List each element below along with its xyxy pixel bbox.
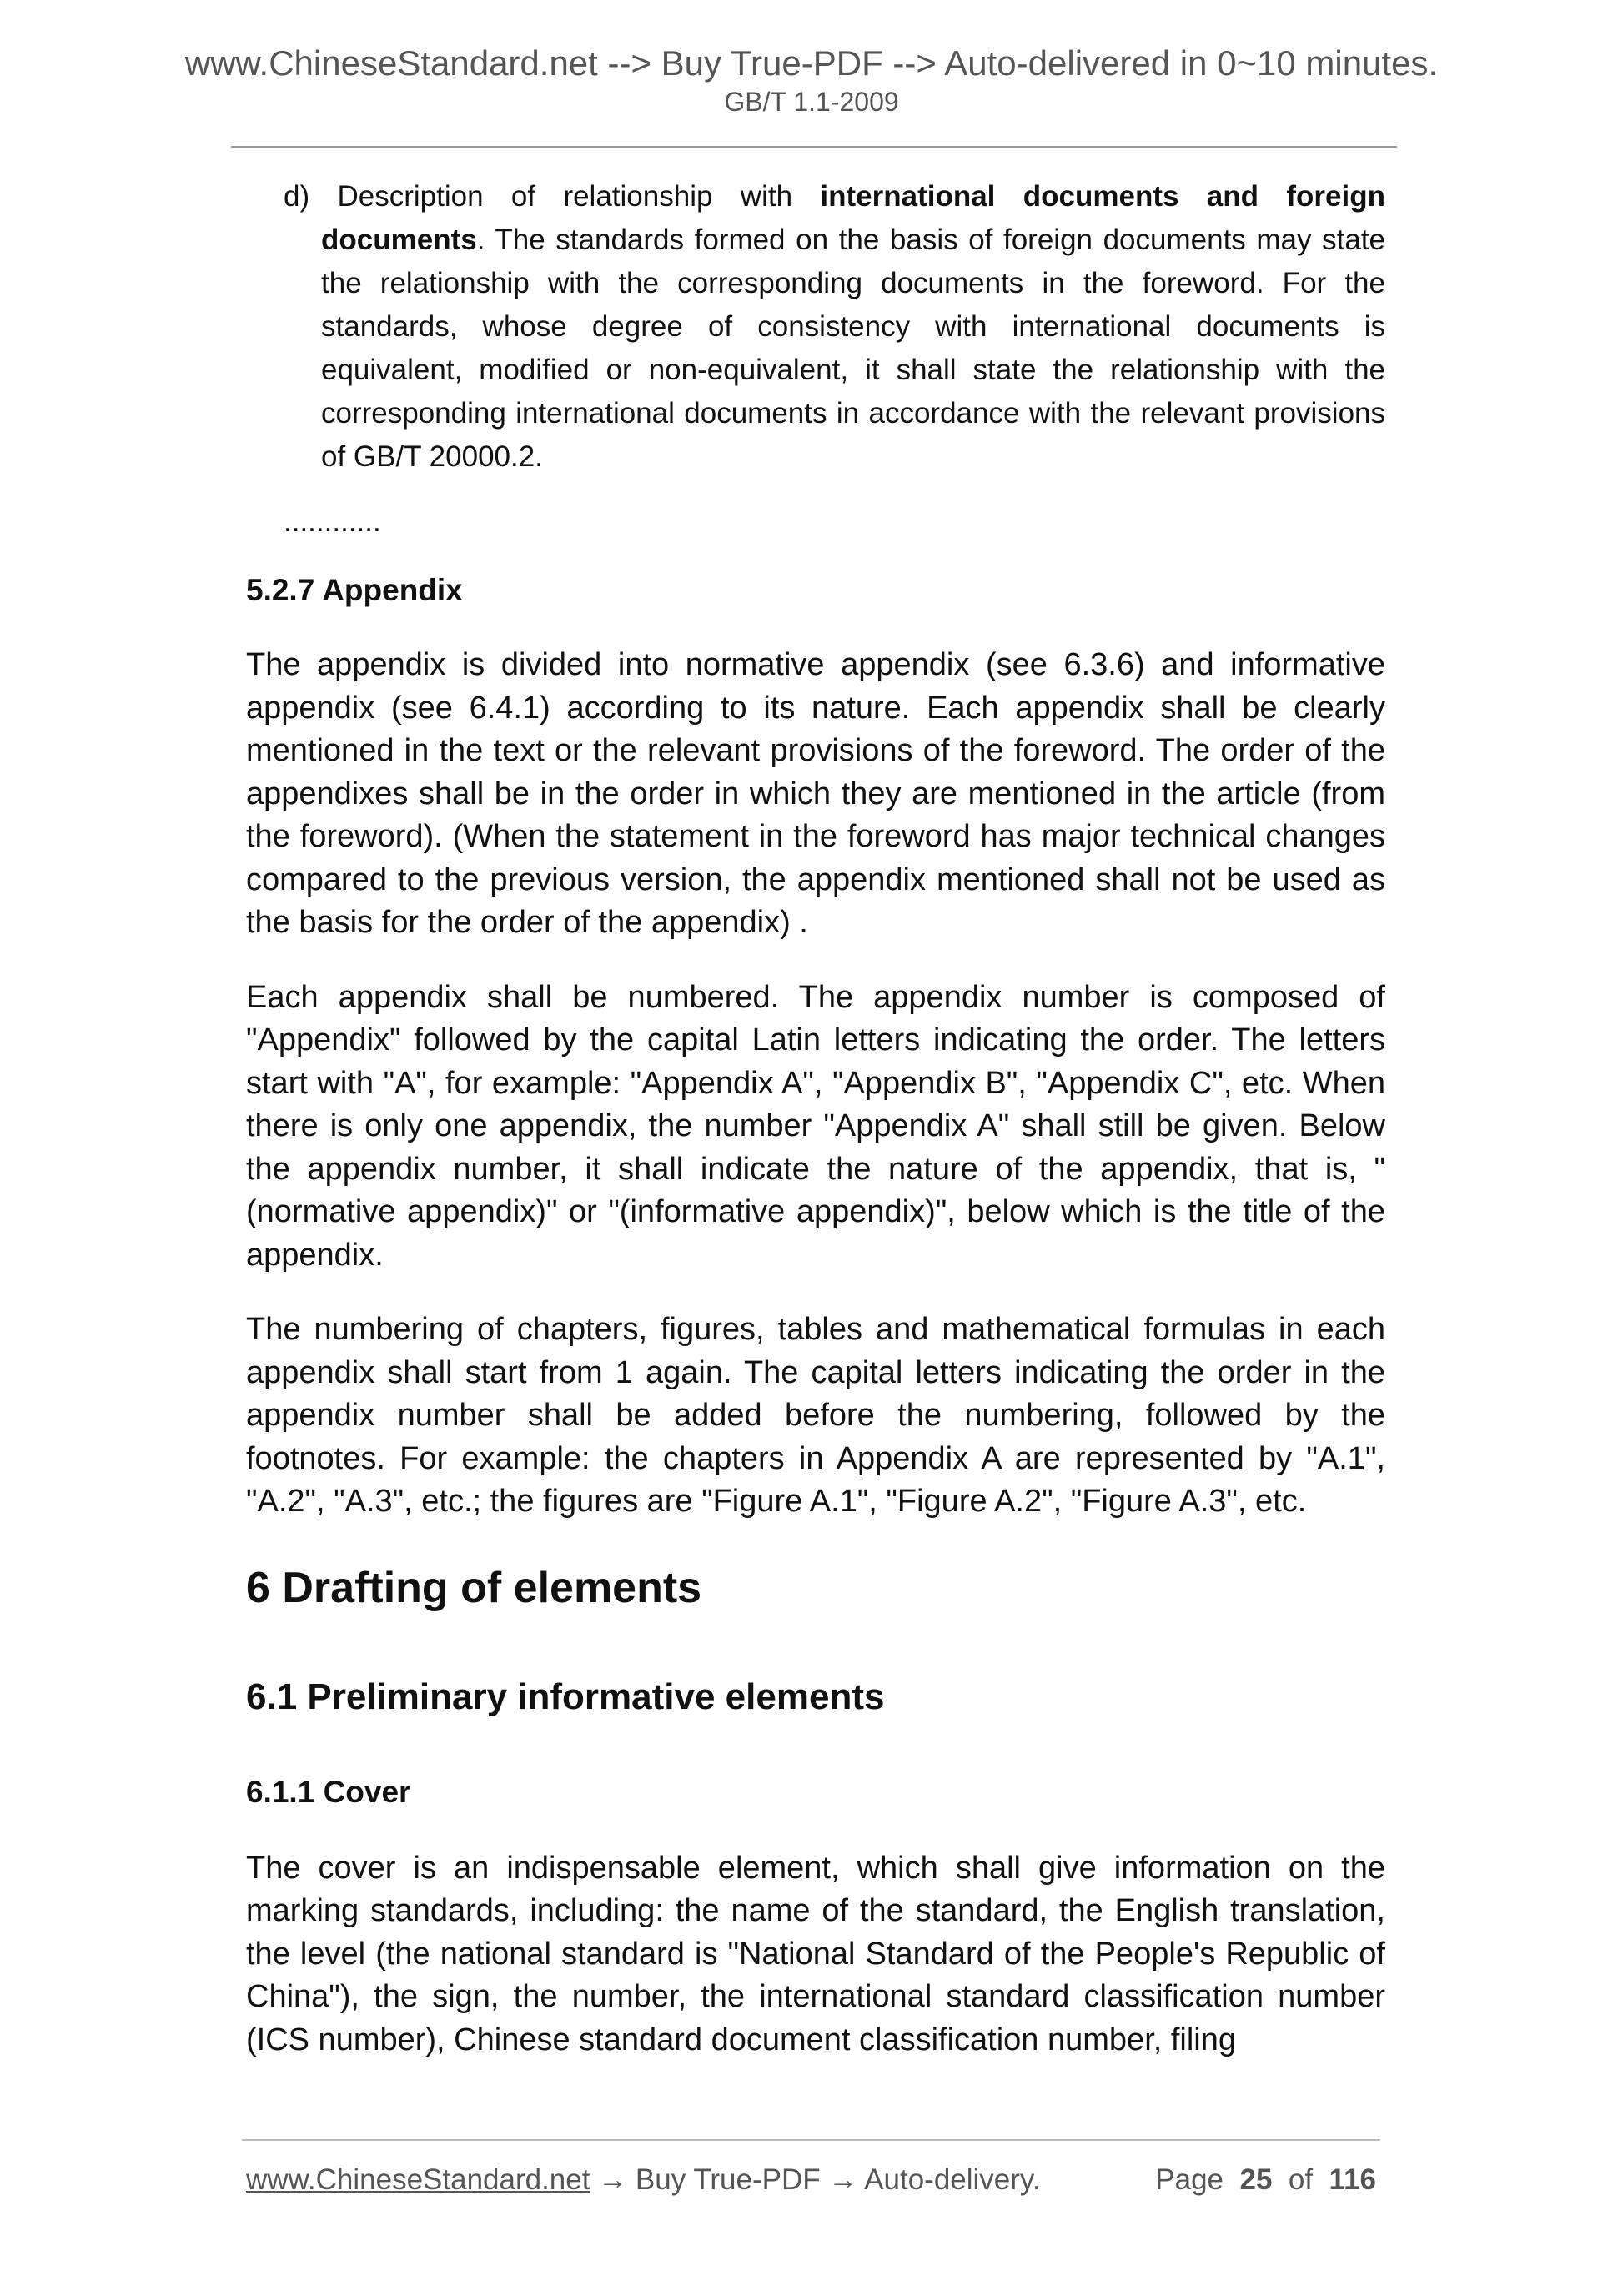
of-label: of (1288, 2163, 1314, 2196)
page-footer (246, 2160, 1376, 2202)
page-number-indicator (1155, 2160, 1376, 2200)
total-pages: 116 (1329, 2163, 1376, 2196)
paragraph-appendix-numbering: Each appendix shall be numbered. The appendix number is composed of "Appendix" followed by the capital Latin letters indicating the order. The letters start with "A", for example: "Appendix A", "Appendix B", "Appendix C", etc. When there is only one appendix, the number "Appendix A" shall still be given. Below the appendix number, it shall indicate the nature of the appendix, that is, "(normative appendix)" or "(informative appendix)", below which is the title of the appendix. (246, 979, 1385, 1273)
document-body (246, 175, 1385, 2062)
paragraph-cover: The cover is an indispensable element, which shall give information on the marking standards, including: the name of the standard, the English translation, the level (the national standard is "National Standard of the People's Republic of China"), the sign, the number, the international standard classification number (ICS number), Chinese standard document classification number, filing (246, 1850, 1385, 2057)
item-d-rest: . The standards formed on the basis of foreign documents may state the relationship with the corresponding documents in the foreword. For the standards, whose degree of consistency with international documents is equivalent, modified or non-equivalent, it shall state the relationship with the corresponding international documents in accordance with the relevant provisions of GB/T 20000.2. (321, 224, 1385, 473)
list-item-d (284, 175, 1385, 479)
footer-site-link[interactable]: www.ChineseStandard.net (246, 2163, 590, 2196)
header-banner: www.ChineseStandard.net --> Buy True-PDF --> Auto-delivered in 0~10 minutes. (184, 43, 1439, 83)
heading-6-1: 6.1 Preliminary informative elements (246, 1676, 885, 1717)
item-d-prefix: d) Description of relationship with (284, 180, 821, 213)
footer-tagline: → Buy True-PDF → Auto-delivery. (590, 2163, 1041, 2196)
paragraph-appendix-internal-numbering: The numbering of chapters, figures, tables and mathematical formulas in each appendix shall start from 1 again. The capital letters indicating the order in the appendix number shall be added before the numbering, followed by the footnotes. For example: the chapters in Appendix A are represented by "A.1", "A.2", "A.3", etc.; the figures are "Figure A.1", "Figure A.2", "Figure A.3", etc. (246, 1312, 1385, 1519)
heading-6: 6 Drafting of elements (246, 1563, 702, 1612)
heading-5-2-7: 5.2.7 Appendix (246, 573, 463, 607)
item-d-bold: international documents and foreign documents (321, 180, 1385, 256)
footer-left (246, 2160, 1041, 2200)
ellipsis: ............ (284, 505, 381, 538)
footer-divider (242, 2139, 1380, 2141)
standard-code: GB/T 1.1-2009 (724, 87, 899, 117)
header-divider (231, 146, 1397, 148)
page-label: Page (1155, 2163, 1224, 2196)
heading-6-1-1: 6.1.1 Cover (246, 1774, 411, 1809)
page-header (0, 42, 1623, 118)
paragraph-appendix-types: The appendix is divided into normative appendix (see 6.3.6) and informative appendix (see 6.4.1) according to its nature. Each appendix shall be clearly mentioned in the text or the relevant provisions of the foreword. The order of the appendixes shall be in the order in which they are mentioned in the article (from the foreword). (When the statement in the foreword has major technical changes compared to the previous version, the appendix mentioned shall not be used as the basis for the order of the appendix) . (246, 647, 1385, 940)
page-number: 25 (1239, 2163, 1273, 2196)
